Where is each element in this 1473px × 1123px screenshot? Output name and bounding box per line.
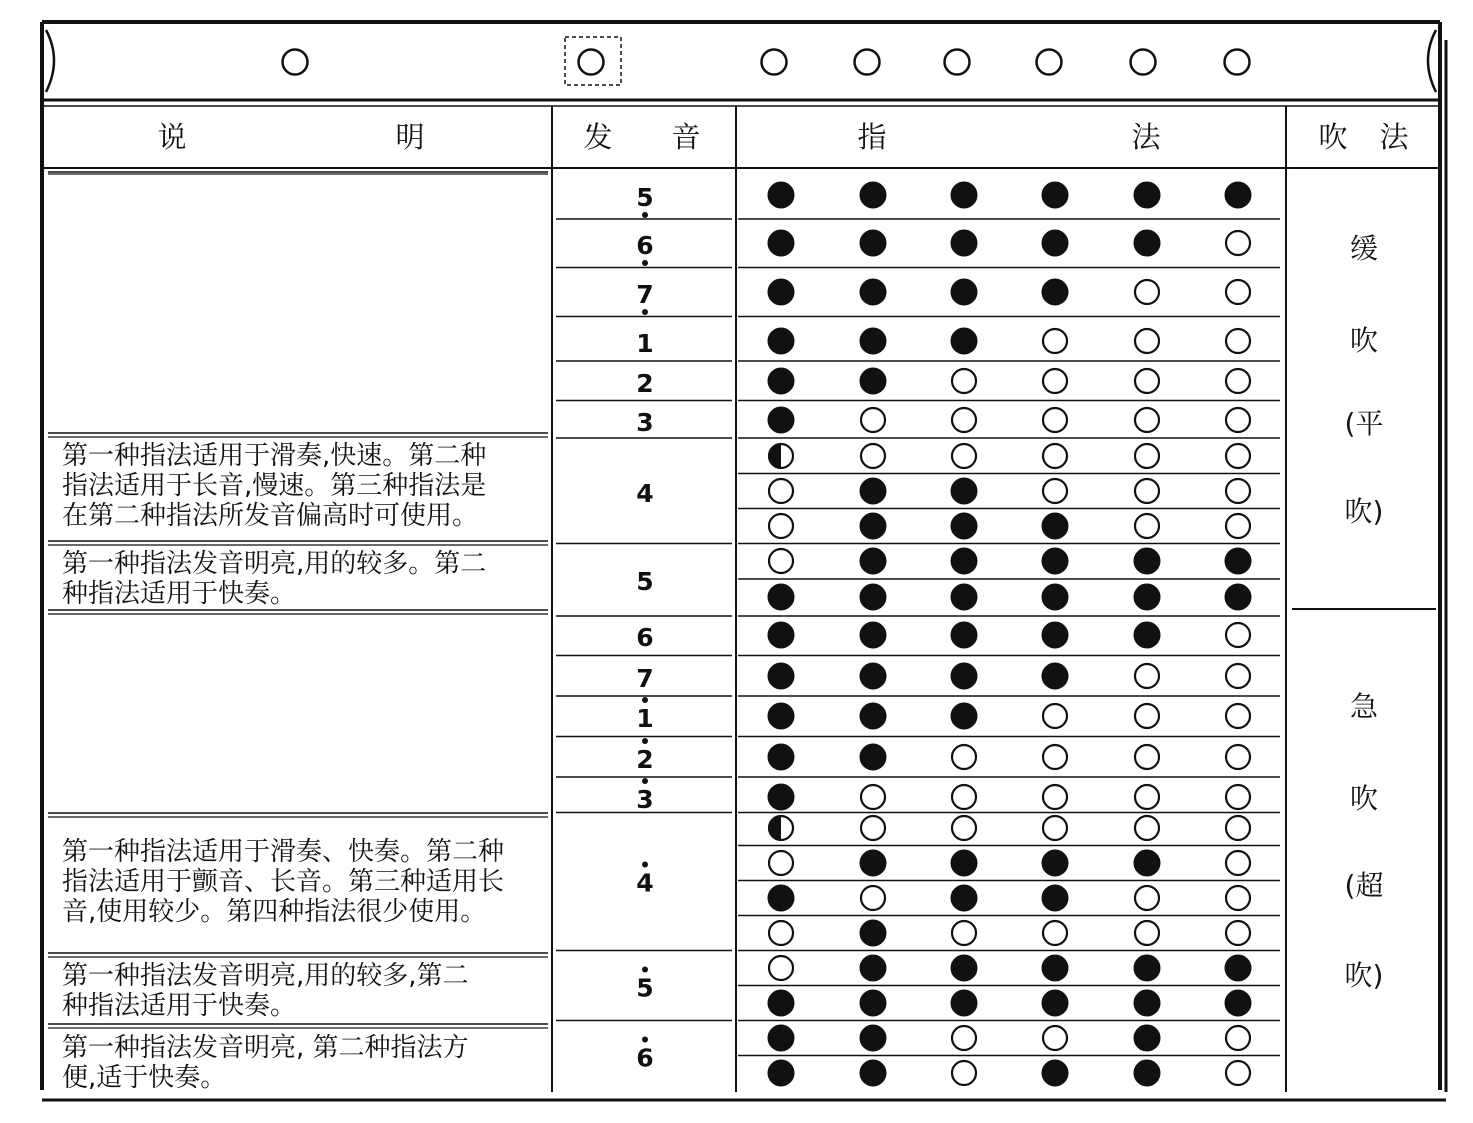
- finger-hole-r23-c5: [1135, 1026, 1160, 1051]
- finger-hole-r1-c2: [861, 183, 886, 208]
- finger-hole-r13-c5: [1135, 664, 1159, 688]
- finger-hole-r17-c1: [769, 816, 793, 840]
- finger-hole-r7-c3: [952, 444, 976, 468]
- finger-hole-r3-c6: [1226, 280, 1250, 304]
- finger-hole-r19-c3: [952, 886, 977, 911]
- finger-hole-r13-c6: [1226, 664, 1250, 688]
- finger-hole-r8-c6: [1226, 479, 1250, 503]
- note-dot-high-12: [642, 738, 648, 744]
- finger-hole-r23-c6: [1226, 1026, 1250, 1050]
- finger-hole-r22-c2: [861, 991, 886, 1016]
- finger-hole-r6-c3: [952, 408, 976, 432]
- finger-hole-r9-c2: [861, 514, 886, 539]
- note-label-13: 3: [636, 785, 654, 814]
- note-label-11: 1: [636, 704, 654, 733]
- finger-hole-r14-c3: [952, 704, 977, 729]
- finger-hole-r19-c5: [1135, 886, 1159, 910]
- note-label-14: 4: [636, 868, 654, 898]
- finger-hole-r6-c1: [769, 408, 794, 433]
- finger-hole-r20-c6: [1226, 921, 1250, 945]
- note-dot-low-1: [642, 212, 648, 218]
- description-block-3-line-2: 指法适用于颤音、长音。第三种适用长: [62, 867, 505, 897]
- finger-hole-r4-c5: [1135, 329, 1159, 353]
- blowing-section-2-char-1: 急: [1349, 690, 1379, 723]
- finger-hole-r23-c4: [1043, 1026, 1067, 1050]
- finger-hole-r15-c3: [952, 745, 976, 769]
- finger-hole-r24-c1: [769, 1061, 794, 1086]
- finger-hole-r1-c3: [952, 183, 977, 208]
- finger-hole-r9-c6: [1226, 514, 1250, 538]
- finger-hole-r19-c6: [1226, 886, 1250, 910]
- finger-hole-r4-c3: [952, 329, 977, 354]
- finger-hole-r7-c5: [1135, 444, 1159, 468]
- finger-hole-r10-c3: [952, 549, 977, 574]
- finger-hole-r3-c3: [952, 280, 977, 305]
- finger-hole-r4-c2: [861, 329, 886, 354]
- note-label-4: 1: [636, 329, 654, 358]
- finger-hole-r14-c2: [861, 704, 886, 729]
- finger-hole-r18-c1: [769, 851, 793, 875]
- finger-hole-r14-c6: [1226, 704, 1250, 728]
- blowing-section-2-char-3: (超: [1344, 869, 1384, 902]
- finger-hole-r23-c2: [861, 1026, 886, 1051]
- finger-hole-r12-c6: [1226, 623, 1250, 647]
- finger-hole-r8-c3: [952, 479, 977, 504]
- flute-hole-5: [945, 50, 970, 75]
- finger-hole-r5-c1: [769, 369, 794, 394]
- finger-hole-r5-c6: [1226, 369, 1250, 393]
- half-hole-fill: [769, 816, 781, 840]
- flute-hole-1: [283, 50, 308, 75]
- finger-hole-r16-c3: [952, 785, 976, 809]
- finger-hole-r17-c2: [861, 816, 885, 840]
- finger-hole-r24-c6: [1226, 1061, 1250, 1085]
- finger-hole-r22-c5: [1135, 991, 1160, 1016]
- header-blowing-right: 法: [1379, 120, 1409, 154]
- finger-hole-r16-c2: [861, 785, 885, 809]
- finger-hole-r12-c3: [952, 623, 977, 648]
- finger-hole-r2-c5: [1135, 231, 1160, 256]
- finger-hole-r13-c1: [769, 664, 794, 689]
- finger-hole-r3-c4: [1043, 280, 1068, 305]
- blowing-section-1-char-3: (平: [1344, 407, 1384, 440]
- finger-hole-r2-c2: [861, 231, 886, 256]
- finger-hole-r7-c4: [1043, 444, 1067, 468]
- note-label-9: 6: [636, 623, 654, 652]
- finger-hole-r9-c1: [769, 514, 793, 538]
- finger-hole-r15-c5: [1135, 745, 1159, 769]
- description-block-5-line-2: 便,适于快奏。: [62, 1063, 227, 1093]
- finger-hole-r13-c3: [952, 664, 977, 689]
- finger-hole-r11-c1: [769, 585, 794, 610]
- finger-hole-r16-c5: [1135, 785, 1159, 809]
- note-label-8: 5: [636, 567, 654, 596]
- finger-hole-r8-c1: [769, 479, 793, 503]
- finger-hole-r16-c4: [1043, 785, 1067, 809]
- finger-hole-r5-c4: [1043, 369, 1067, 393]
- finger-hole-r12-c4: [1043, 623, 1068, 648]
- note-dot-low-2: [642, 260, 648, 266]
- finger-hole-r20-c3: [952, 921, 976, 945]
- note-label-12: 2: [636, 745, 654, 774]
- finger-hole-r11-c5: [1135, 585, 1160, 610]
- finger-hole-r19-c1: [769, 886, 794, 911]
- finger-hole-r24-c3: [952, 1061, 976, 1085]
- description-block-2-line-2: 种指法适用于快奏。: [62, 579, 297, 609]
- finger-hole-r20-c5: [1135, 921, 1159, 945]
- note-dot-high-16: [642, 1037, 648, 1043]
- finger-hole-r9-c5: [1135, 514, 1159, 538]
- finger-hole-r4-c4: [1043, 329, 1067, 353]
- finger-hole-r11-c6: [1226, 585, 1251, 610]
- note-label-3: 7: [636, 280, 654, 309]
- finger-hole-r13-c4: [1043, 664, 1068, 689]
- header-pitch-right: 音: [671, 120, 701, 154]
- finger-hole-r15-c4: [1043, 745, 1067, 769]
- note-label-1: 5: [636, 183, 654, 212]
- finger-hole-r23-c3: [952, 1026, 976, 1050]
- finger-hole-r7-c1: [769, 444, 793, 468]
- finger-hole-r12-c2: [861, 623, 886, 648]
- finger-hole-r17-c4: [1043, 816, 1067, 840]
- finger-hole-r22-c3: [952, 991, 977, 1016]
- note-label-5: 2: [636, 369, 654, 398]
- finger-hole-r20-c4: [1043, 921, 1067, 945]
- note-label-2: 6: [636, 231, 654, 260]
- finger-hole-r9-c4: [1043, 514, 1068, 539]
- note-label-16: 6: [636, 1043, 654, 1073]
- finger-hole-r5-c3: [952, 369, 976, 393]
- note-label-6: 3: [636, 408, 654, 437]
- finger-hole-r24-c2: [861, 1061, 886, 1086]
- finger-hole-r19-c2: [861, 886, 885, 910]
- finger-hole-r23-c1: [769, 1026, 794, 1051]
- finger-hole-r14-c4: [1043, 704, 1067, 728]
- finger-hole-r12-c1: [769, 623, 794, 648]
- finger-hole-r10-c5: [1135, 549, 1160, 574]
- header-blowing-left: 吹: [1318, 120, 1348, 154]
- finger-hole-r2-c6: [1226, 231, 1250, 255]
- description-block-4-line-2: 种指法适用于快奏。: [62, 991, 297, 1021]
- flute-hole-4: [855, 50, 880, 75]
- finger-hole-r17-c3: [952, 816, 976, 840]
- finger-hole-r12-c5: [1135, 623, 1160, 648]
- finger-hole-r16-c1: [769, 785, 794, 810]
- finger-hole-r8-c4: [1043, 479, 1067, 503]
- finger-hole-r1-c5: [1135, 183, 1160, 208]
- finger-hole-r10-c2: [861, 549, 886, 574]
- finger-hole-r3-c1: [769, 280, 794, 305]
- blowing-section-1-char-1: 缓: [1349, 232, 1379, 265]
- description-block-1-line-3: 在第二种指法所发音偏高时可使用。: [62, 501, 479, 531]
- finger-hole-r20-c2: [861, 921, 886, 946]
- finger-hole-r18-c4: [1043, 851, 1068, 876]
- finger-hole-r21-c1: [769, 956, 793, 980]
- blowing-section-1-char-4: 吹): [1344, 495, 1384, 528]
- finger-hole-r2-c1: [769, 231, 794, 256]
- finger-hole-r1-c1: [769, 183, 794, 208]
- note-dot-high-15: [642, 967, 648, 973]
- flute-hole-6: [1037, 50, 1062, 75]
- header-description-right: 明: [395, 120, 425, 154]
- finger-hole-r1-c4: [1043, 183, 1068, 208]
- note-dot-high-14: [642, 862, 648, 868]
- finger-hole-r18-c3: [952, 851, 977, 876]
- description-block-1-line-1: 第一种指法适用于滑奏,快速。第二种: [62, 441, 487, 471]
- finger-hole-r6-c4: [1043, 408, 1067, 432]
- finger-hole-r14-c5: [1135, 704, 1159, 728]
- note-dot-high-11: [642, 697, 648, 703]
- finger-hole-r21-c6: [1226, 956, 1251, 981]
- finger-hole-r4-c1: [769, 329, 794, 354]
- note-label-7: 4: [636, 479, 654, 508]
- finger-hole-r24-c5: [1135, 1061, 1160, 1086]
- description-block-3-line-3: 音,使用较少。第四种指法很少使用。: [62, 897, 487, 927]
- finger-hole-r10-c4: [1043, 549, 1068, 574]
- finger-hole-r10-c6: [1226, 549, 1251, 574]
- finger-hole-r8-c2: [861, 479, 886, 504]
- blowing-section-2-char-4: 吹): [1344, 959, 1384, 992]
- finger-hole-r10-c1: [769, 549, 793, 573]
- note-dot-high-13: [642, 778, 648, 784]
- finger-hole-r2-c3: [952, 231, 977, 256]
- finger-hole-r19-c4: [1043, 886, 1068, 911]
- finger-hole-r9-c3: [952, 514, 977, 539]
- header-fingering-left: 指: [857, 120, 887, 154]
- finger-hole-r3-c2: [861, 280, 886, 305]
- finger-hole-r14-c1: [769, 704, 794, 729]
- finger-hole-r6-c6: [1226, 408, 1250, 432]
- finger-hole-r6-c2: [861, 408, 885, 432]
- blowing-section-1-char-2: 吹: [1349, 324, 1379, 357]
- header-pitch-left: 发: [583, 120, 613, 154]
- description-block-1-line-2: 指法适用于长音,慢速。第三种指法是: [62, 471, 487, 501]
- finger-hole-r11-c2: [861, 585, 886, 610]
- finger-hole-r7-c6: [1226, 444, 1250, 468]
- description-block-4-line-1: 第一种指法发音明亮,用的较多,第二: [62, 961, 469, 991]
- flute-hole-7: [1131, 50, 1156, 75]
- finger-hole-r13-c2: [861, 664, 886, 689]
- note-label-10: 7: [636, 664, 654, 693]
- note-dot-low-3: [642, 309, 648, 315]
- finger-hole-r18-c6: [1226, 851, 1250, 875]
- finger-hole-r22-c1: [769, 991, 794, 1016]
- finger-hole-r15-c6: [1226, 745, 1250, 769]
- finger-hole-r15-c1: [769, 745, 794, 770]
- finger-hole-r11-c4: [1043, 585, 1068, 610]
- flute-hole-8: [1225, 50, 1250, 75]
- finger-hole-r5-c2: [861, 369, 886, 394]
- finger-hole-r4-c6: [1226, 329, 1250, 353]
- finger-hole-r21-c4: [1043, 956, 1068, 981]
- finger-hole-r17-c5: [1135, 816, 1159, 840]
- flute-end-right: [1428, 30, 1436, 92]
- finger-hole-r21-c2: [861, 956, 886, 981]
- finger-hole-r21-c3: [952, 956, 977, 981]
- finger-hole-r6-c5: [1135, 408, 1159, 432]
- finger-hole-r17-c6: [1226, 816, 1250, 840]
- finger-hole-r22-c6: [1226, 991, 1251, 1016]
- description-block-3-line-1: 第一种指法适用于滑奏、快奏。第二种: [62, 837, 505, 867]
- description-block-5-line-1: 第一种指法发音明亮, 第二种指法方: [62, 1033, 469, 1063]
- note-label-15: 5: [636, 973, 654, 1003]
- header-description-left: 说: [157, 120, 187, 154]
- finger-hole-r16-c6: [1226, 785, 1250, 809]
- finger-hole-r5-c5: [1135, 369, 1159, 393]
- finger-hole-r1-c6: [1226, 183, 1251, 208]
- half-hole-fill: [769, 444, 781, 468]
- finger-hole-r20-c1: [769, 921, 793, 945]
- flute-end-left: [46, 30, 54, 92]
- finger-hole-r18-c2: [861, 851, 886, 876]
- finger-hole-r11-c3: [952, 585, 977, 610]
- blowing-section-2-char-2: 吹: [1349, 782, 1379, 815]
- description-block-2-line-1: 第一种指法发音明亮,用的较多。第二: [62, 549, 487, 579]
- finger-hole-r7-c2: [861, 444, 885, 468]
- finger-hole-r22-c4: [1043, 991, 1068, 1016]
- finger-hole-r24-c4: [1043, 1061, 1068, 1086]
- finger-hole-r3-c5: [1135, 280, 1159, 304]
- finger-hole-r18-c5: [1135, 851, 1160, 876]
- finger-hole-r2-c4: [1043, 231, 1068, 256]
- header-fingering-right: 法: [1131, 120, 1161, 154]
- finger-hole-r21-c5: [1135, 956, 1160, 981]
- finger-hole-r8-c5: [1135, 479, 1159, 503]
- finger-hole-r15-c2: [861, 745, 886, 770]
- flute-hole-2: [579, 50, 604, 75]
- flute-hole-3: [762, 50, 787, 75]
